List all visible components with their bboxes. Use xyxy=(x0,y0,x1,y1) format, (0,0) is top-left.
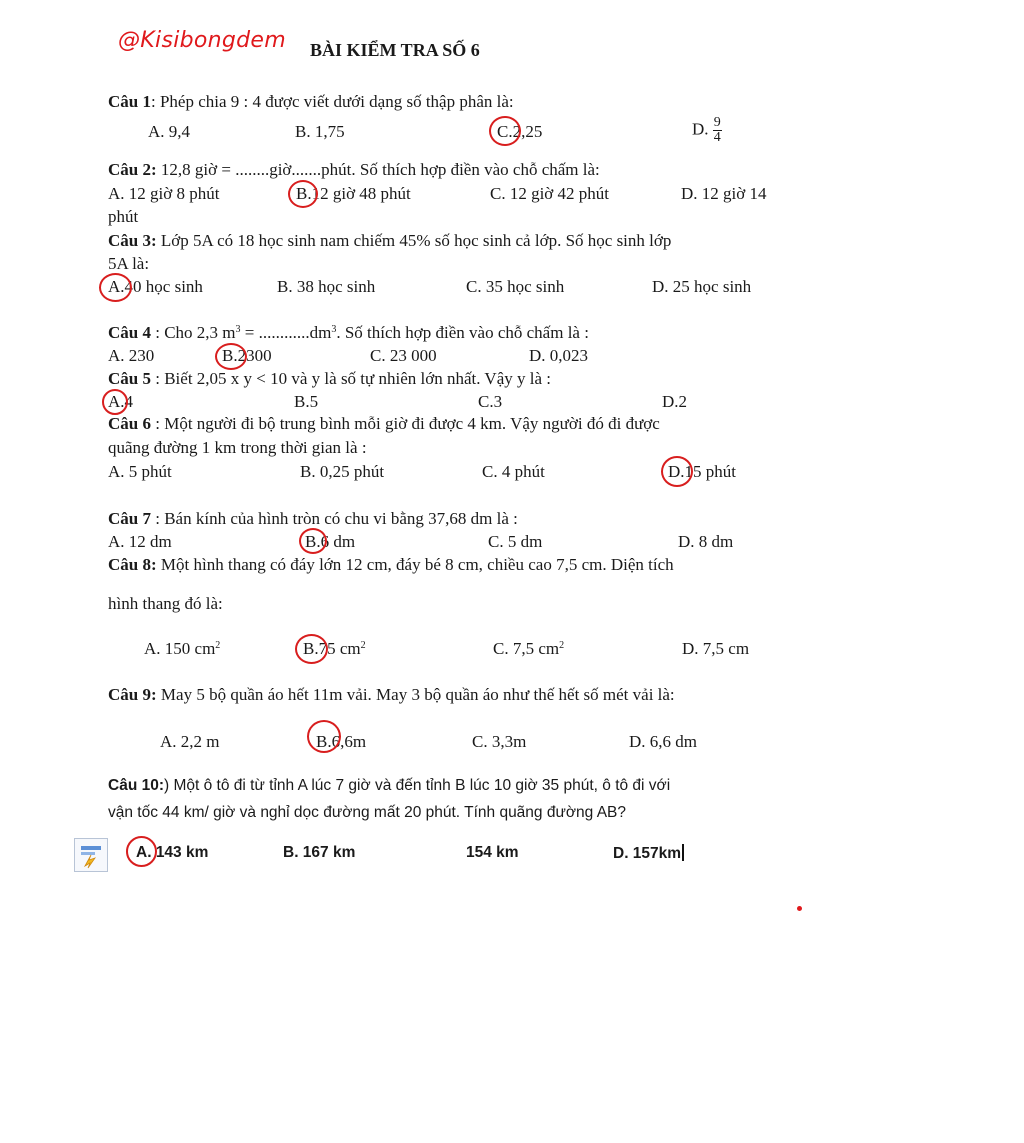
watermark: @Kisibongdem xyxy=(118,28,286,53)
question-label: Câu 5 xyxy=(108,369,151,388)
question-text: : Bán kính của hình tròn có chu vi bằng 37,68 dm là : xyxy=(150,509,518,528)
question-8-continued: hình thang đó là: xyxy=(108,594,223,613)
page-title: BÀI KIỂM TRA SỐ 6 xyxy=(310,40,480,60)
option-value: 6,6m xyxy=(331,732,367,751)
q10-option-b: B. 167 km xyxy=(283,844,356,861)
q4-option-d: D. 0,023 xyxy=(529,346,589,365)
option-text: D. 157km xyxy=(613,845,682,862)
question-3-continued: 5A là: xyxy=(108,254,150,273)
q2-option-a: A. 12 giờ 8 phút xyxy=(108,184,220,203)
q4-option-a: A. 230 xyxy=(108,346,155,365)
question-7 xyxy=(108,509,518,529)
answer-circle xyxy=(215,343,247,370)
option-letter: B. xyxy=(222,346,238,365)
question-label: Câu 10: xyxy=(108,777,164,794)
question-6-continued: quãng đường 1 km trong thời gian là : xyxy=(108,438,367,457)
answer-circle xyxy=(99,273,132,302)
q5-option-d: D.2 xyxy=(662,392,688,411)
option-value: 75 cm xyxy=(318,639,361,658)
question-label: Câu 2: xyxy=(108,160,157,179)
q8-option-c xyxy=(493,639,564,659)
option-value: 143 km xyxy=(155,844,209,861)
question-10-continued: vận tốc 44 km/ giờ và nghỉ dọc đường mất 20 phút. Tính quãng đường AB? xyxy=(108,804,627,821)
answer-circle xyxy=(299,528,327,554)
edit-pencil-icon[interactable] xyxy=(74,838,108,872)
answer-circle xyxy=(661,456,693,487)
answer-circle xyxy=(489,116,521,146)
superscript: 3 xyxy=(331,324,337,335)
question-label: Câu 1 xyxy=(108,92,151,111)
fraction-denominator: 4 xyxy=(713,130,721,145)
q7-option-a: A. 12 dm xyxy=(108,532,172,551)
option-value: 2,25 xyxy=(512,122,543,141)
q8-option-a xyxy=(144,639,220,659)
red-dot-mark xyxy=(797,906,802,911)
question-text: Một hình thang có đáy lớn 12 cm, đáy bé 8 cm, chiều cao 7,5 cm. Diện tích xyxy=(156,555,674,574)
option-value: 40 học sinh xyxy=(124,277,203,296)
option-value: 12 giờ 48 phút xyxy=(311,184,411,203)
question-text: Lớp 5A có 18 học sinh nam chiếm 45% số học sinh cả lớp. Số học sinh lớp xyxy=(156,231,672,250)
option-letter: B. xyxy=(303,639,319,658)
option-letter: A. xyxy=(108,277,125,296)
q8-option-d: D. 7,5 cm xyxy=(682,639,750,658)
q9-option-c: C. 3,3m xyxy=(472,732,527,751)
question-8 xyxy=(108,555,674,575)
option-letter: A. xyxy=(136,844,152,861)
question-1 xyxy=(108,92,514,112)
q6-option-c: C. 4 phút xyxy=(482,462,545,481)
q9-option-a: A. 2,2 m xyxy=(160,732,220,751)
q5-option-b: B.5 xyxy=(294,392,319,411)
edit-pencil-icon-graphic xyxy=(75,839,107,871)
option-letter: D. xyxy=(692,119,709,139)
option-value: 4 xyxy=(124,392,134,411)
option-letter: D. xyxy=(668,462,685,481)
answer-circle xyxy=(307,720,341,753)
q10-option-c: 154 km xyxy=(466,844,519,861)
answer-circle xyxy=(126,836,157,867)
question-4 xyxy=(108,323,589,343)
question-text: . Số thích hợp điền vào chỗ chấm là : xyxy=(336,323,589,342)
question-text: 12,8 giờ = ........giờ.......phút. Số thích hợp điền vào chỗ chấm là: xyxy=(156,160,600,179)
question-6 xyxy=(108,414,660,434)
fraction-numerator: 9 xyxy=(713,115,721,130)
option-letter: B. xyxy=(296,184,312,203)
question-text: : Một người đi bộ trung bình mỗi giờ đi được 4 km. Vậy người đó đi được xyxy=(150,414,660,433)
q1-option-b: B. 1,75 xyxy=(295,122,345,141)
q9-option-d: D. 6,6 dm xyxy=(629,732,697,751)
question-10 xyxy=(108,777,670,795)
text-cursor xyxy=(682,844,684,861)
option-value: 2300 xyxy=(237,346,272,365)
question-label: Câu 6 xyxy=(108,414,151,433)
option-value: 6 dm xyxy=(320,532,356,551)
q10-option-d xyxy=(613,844,684,863)
q5-option-c: C.3 xyxy=(478,392,503,411)
question-text: : Cho 2,3 m xyxy=(150,323,236,342)
question-text: = ............dm xyxy=(240,323,332,342)
question-2 xyxy=(108,160,600,180)
question-5 xyxy=(108,369,551,389)
superscript: 3 xyxy=(235,324,241,335)
q3-option-d: D. 25 học sinh xyxy=(652,277,752,296)
answer-circle xyxy=(102,389,128,415)
option-letter: C. xyxy=(497,122,513,141)
q1-option-a: A. 9,4 xyxy=(148,122,191,141)
question-9 xyxy=(108,685,675,705)
option-letter: A. xyxy=(108,392,125,411)
q7-option-c: C. 5 dm xyxy=(488,532,543,551)
q2-option-d: D. 12 giờ 14 xyxy=(681,184,767,203)
superscript: 2 xyxy=(559,640,565,651)
superscript: 2 xyxy=(360,640,366,651)
answer-circle xyxy=(288,180,318,208)
q6-option-a: A. 5 phút xyxy=(108,462,172,481)
option-text: C. 7,5 cm xyxy=(493,639,560,658)
question-label: Câu 7 xyxy=(108,509,151,528)
question-text: May 5 bộ quần áo hết 11m vải. May 3 bộ quần áo như thế hết số mét vải là: xyxy=(156,685,675,704)
option-value: 15 phút xyxy=(684,462,737,481)
superscript: 2 xyxy=(215,640,221,651)
question-label: Câu 8: xyxy=(108,555,157,574)
option-letter: B. xyxy=(305,532,321,551)
fraction xyxy=(713,116,722,145)
q4-option-c: C. 23 000 xyxy=(370,346,437,365)
answer-circle xyxy=(295,634,328,664)
question-3 xyxy=(108,231,671,251)
question-label: Câu 4 xyxy=(108,323,151,342)
q3-option-c: C. 35 học sinh xyxy=(466,277,565,296)
question-label: Câu 9: xyxy=(108,685,157,704)
q7-option-d: D. 8 dm xyxy=(678,532,734,551)
option-letter: B. xyxy=(316,732,332,751)
option-text: A. 150 cm xyxy=(144,639,216,658)
q2-option-d-continued: phút xyxy=(108,207,139,226)
question-text: : Biết 2,05 x y < 10 và y là số tự nhiên lớn nhất. Vậy y là : xyxy=(150,369,551,388)
question-text: ) Một ô tô đi từ tỉnh A lúc 7 giờ và đến tỉnh B lúc 10 giờ 35 phút, ô tô đi với xyxy=(164,777,671,794)
question-label: Câu 3: xyxy=(108,231,157,250)
q2-option-c: C. 12 giờ 42 phút xyxy=(490,184,610,203)
q1-option-d xyxy=(692,116,722,145)
question-text: : Phép chia 9 : 4 được viết dưới dạng số thập phân là: xyxy=(150,92,514,111)
q3-option-b: B. 38 học sinh xyxy=(277,277,376,296)
q6-option-b: B. 0,25 phút xyxy=(300,462,385,481)
